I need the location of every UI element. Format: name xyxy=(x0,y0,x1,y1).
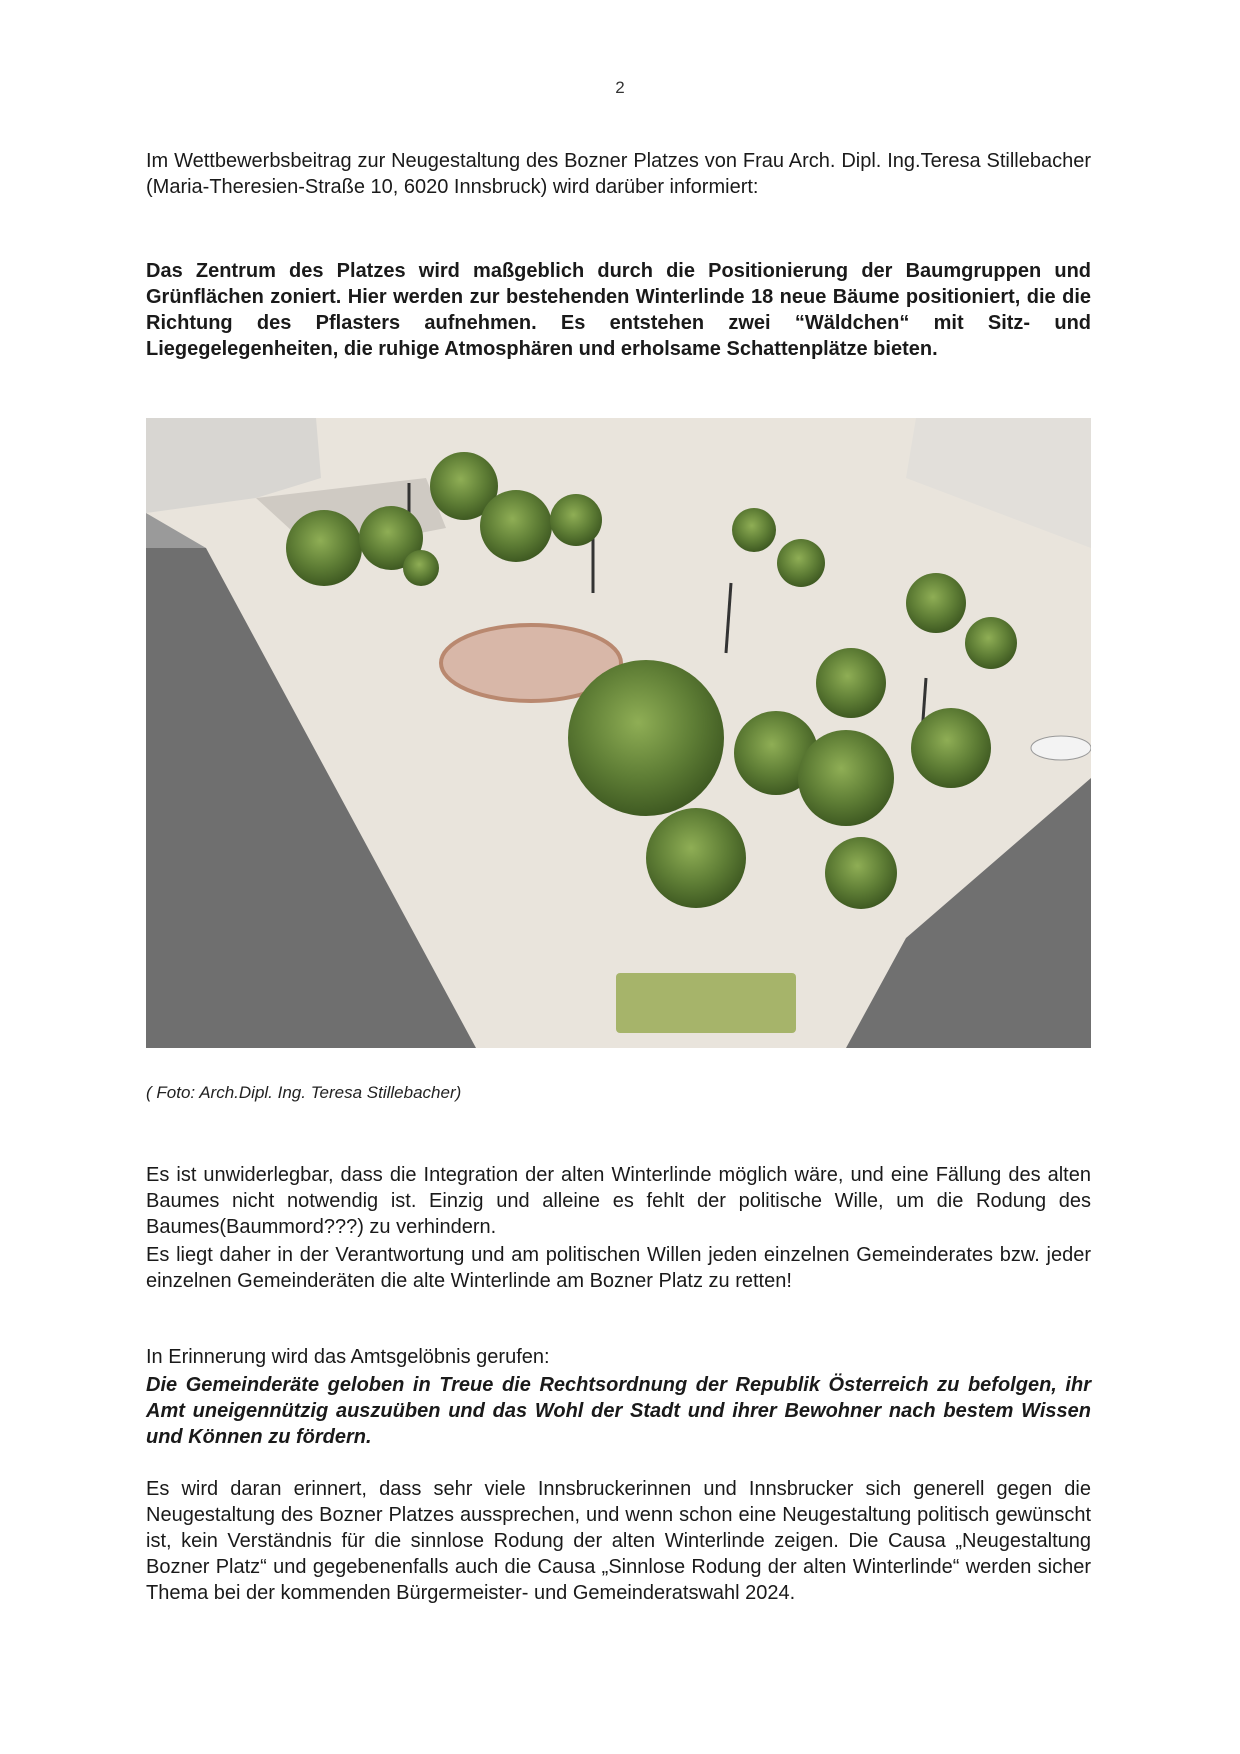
photo-caption: ( Foto: Arch.Dipl. Ing. Teresa Stillebacher) xyxy=(146,1083,462,1102)
paragraph-unwiderlegbar: Es ist unwiderlegbar, dass die Integration der alten Winterlinde möglich wäre, und eine Fällung des alten Baumes nicht notwendig ist. Einzig und alleine es fehlt der politische Wille, um die Rodung des Baumes(Baummord???) zu verhindern. xyxy=(146,1164,1091,1238)
paragraph-verantwortung: Es liegt daher in der Verantwortung und am politischen Willen jeden einzelnen Gemeinderates bzw. jeder einzelnen Gemeinderäten die alte Winterlinde am Bozner Platz zu retten! xyxy=(146,1244,1091,1292)
square-rendering-photo xyxy=(146,418,1091,1048)
intro-paragraph: Im Wettbewerbsbeitrag zur Neugestaltung des Bozner Platzes von Frau Arch. Dipl. Ing.Teresa Stillebacher (Maria-Theresien-Straße 10, 6020 Innsbruck) wird darüber informiert: xyxy=(146,150,1091,198)
oath-quote: Die Gemeinderäte geloben in Treue die Rechtsordnung der Republik Österreich zu befolgen, ihr Amt uneigennützig auszuüben und das Wohl der Stadt und ihrer Bewohner nach bestem Wissen und Können zu fördern. xyxy=(146,1374,1091,1448)
paragraph-amtsgeloebnis-intro: In Erinnerung wird das Amtsgelöbnis gerufen: xyxy=(146,1346,550,1368)
paragraph-erinnerung: Es wird daran erinnert, dass sehr viele Innsbruckerinnen und Innsbrucker sich generell gegen die Neugestaltung des Bozner Platzes aussprechen, und wenn schon eine Neugestaltung politisch gewünscht ist, kein Verständnis für die sinnlose Rodung der alten Winterlinde zeigen. Die Causa „Neugestaltung Bozner Platz“ und gegebenenfalls auch die Causa „Sinnlose Rodung der alten Winterlinde“ werden sicher Thema bei der kommenden Bürgermeister- und Gemeinderatswahl 2024. xyxy=(146,1478,1091,1604)
competition-quote: Das Zentrum des Platzes wird maßgeblich durch die Positionierung der Baumgruppen und Grünflächen zoniert. Hier werden zur bestehenden Winterlinde 18 neue Bäume positioniert, die die Richtung des Pflasters aufnehmen. Es entstehen zwei “Wäldchen“ mit Sitz- und Liegegelegenheiten, die ruhige Atmosphären und erholsame Schattenplätze bieten. xyxy=(146,260,1091,360)
page-number: 2 xyxy=(615,78,625,97)
